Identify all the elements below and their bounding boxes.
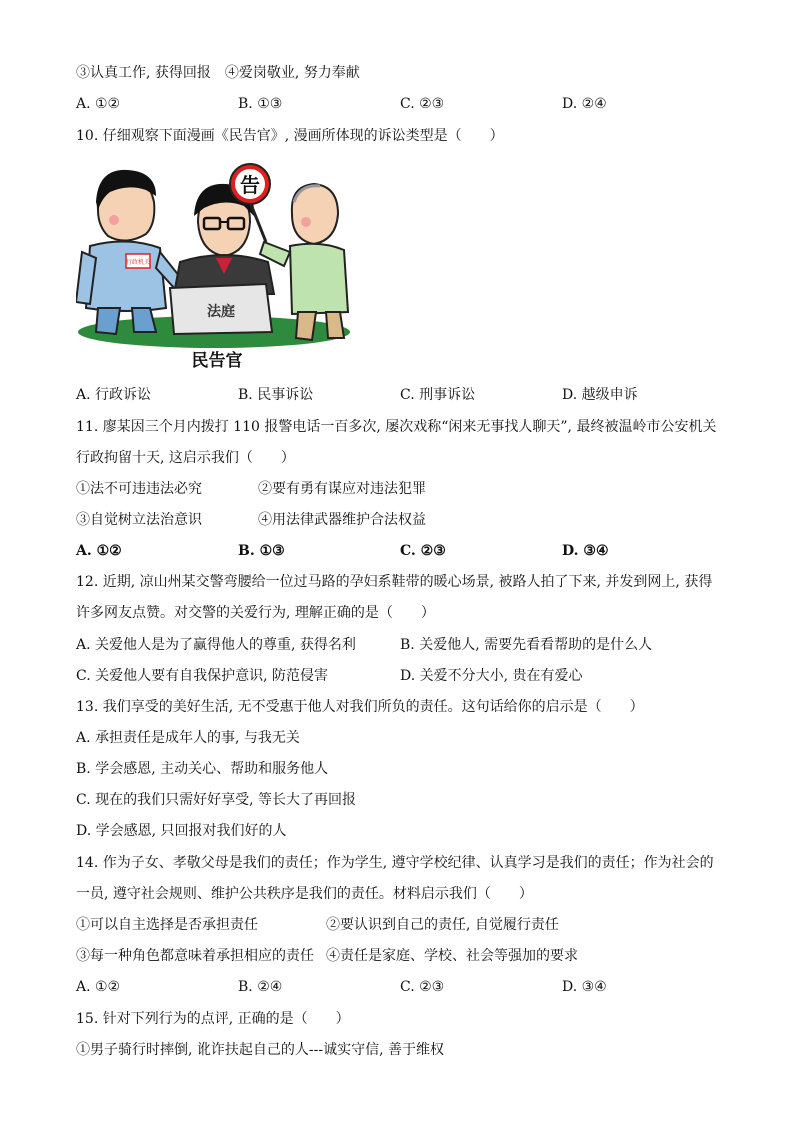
q14-stem-line2: 一员, 遵守社会规则、维护公共秩序是我们的责任。材料启示我们（ ） [76, 886, 533, 902]
q9-option-b: B. ①③ [238, 96, 283, 112]
q10-option-b: B. 民事诉讼 [238, 387, 314, 403]
q11-statement-3: ③自觉树立法治意识 [76, 512, 202, 528]
q10-stem: 10. 仔细观察下面漫画《民告官》, 漫画所体现的诉讼类型是（ ） [76, 128, 504, 144]
q12-option-b: B. 关爱他人, 需要先看看帮助的是什么人 [400, 637, 653, 653]
q11-statement-1: ①法不可违违法必究 [76, 481, 202, 497]
q15-statement-1: ①男子骑行时摔倒, 讹诈扶起自己的人---诚实守信, 善于维权 [76, 1042, 444, 1058]
q14-option-d: D. ③④ [562, 979, 607, 995]
sign-text: 告 [240, 173, 260, 197]
q11-option-b: B. ①③ [238, 543, 285, 559]
q9-option-a: A. ①② [76, 96, 121, 112]
desk-label: 法庭 [207, 304, 235, 320]
badge-text: 行政机关 [125, 259, 151, 266]
q11-stem-line2: 行政拘留十天, 这启示我们（ ） [76, 450, 295, 466]
q12-option-a: A. 关爱他人是为了赢得他人的尊重, 获得名利 [76, 637, 356, 653]
q12-option-d: D. 关爱不分大小, 贵在有爱心 [400, 668, 583, 684]
q13-option-a: A. 承担责任是成年人的事, 与我无关 [76, 730, 300, 746]
q9-option-d: D. ②④ [562, 96, 607, 112]
q12-stem-line2: 许多网友点赞。对交警的关爱行为, 理解正确的是（ ） [76, 605, 435, 621]
q11-option-d: D. ③④ [562, 543, 609, 559]
q12-stem-line1: 12. 近期, 凉山州某交警弯腰给一位过马路的孕妇系鞋带的暖心场景, 被路人拍了下来, 并发到网上, 获得 [76, 574, 713, 590]
q14-option-a: A. ①② [76, 979, 121, 995]
q12-option-c: C. 关爱他人要有自我保护意识, 防范侵害 [76, 668, 329, 684]
q11-statement-4: ④用法律武器维护合法权益 [258, 512, 426, 528]
q9-option-c: C. ②③ [400, 96, 445, 112]
q14-statement-2: ②要认识到自己的责任, 自觉履行责任 [326, 917, 559, 933]
q13-option-b: B. 学会感恩, 主动关心、帮助和服务他人 [76, 761, 329, 777]
q14-stem-line1: 14. 作为子女、孝敬父母是我们的责任；作为学生, 遵守学校纪律、认真学习是我们的责任；作为社会的 [76, 855, 714, 871]
q11-stem-line1: 11. 廖某因三个月内拨打 110 报警电话一百多次, 屡次戏称“闲来无事找人聊天”, 最终被温岭市公安机关 [76, 419, 717, 435]
q11-option-c: C. ②③ [400, 543, 446, 559]
q10-option-a: A. 行政诉讼 [76, 387, 152, 403]
q14-statement-1: ①可以自主选择是否承担责任 [76, 917, 258, 933]
cartoon-image [76, 162, 354, 372]
citizen-figure [260, 184, 348, 340]
official-figure [76, 170, 184, 334]
q10-option-d: D. 越级申诉 [562, 387, 638, 403]
q14-statement-4: ④责任是家庭、学校、社会等强加的要求 [326, 948, 578, 964]
q10-option-c: C. 刑事诉讼 [400, 387, 476, 403]
q15-stem: 15. 针对下列行为的点评, 正确的是（ ） [76, 1011, 350, 1027]
q9-statement-line: ③认真工作, 获得回报 ④爱岗敬业, 努力奉献 [76, 65, 360, 81]
q14-option-b: B. ②④ [238, 979, 283, 995]
q11-option-a: A. ①② [76, 543, 122, 559]
q11-statement-2: ②要有勇有谋应对违法犯罪 [258, 481, 426, 497]
q14-statement-3: ③每一种角色都意味着承担相应的责任 [76, 948, 314, 964]
q13-stem: 13. 我们享受的美好生活, 无不受惠于他人对我们所负的责任。这句话给你的启示是（ ） [76, 699, 644, 715]
q13-option-d: D. 学会感恩, 只回报对我们好的人 [76, 823, 287, 839]
q13-option-c: C. 现在的我们只需好好享受, 等长大了再回报 [76, 792, 357, 808]
q14-option-c: C. ②③ [400, 979, 445, 995]
cartoon-caption: 民告官 [191, 351, 243, 371]
court-desk [170, 284, 272, 334]
